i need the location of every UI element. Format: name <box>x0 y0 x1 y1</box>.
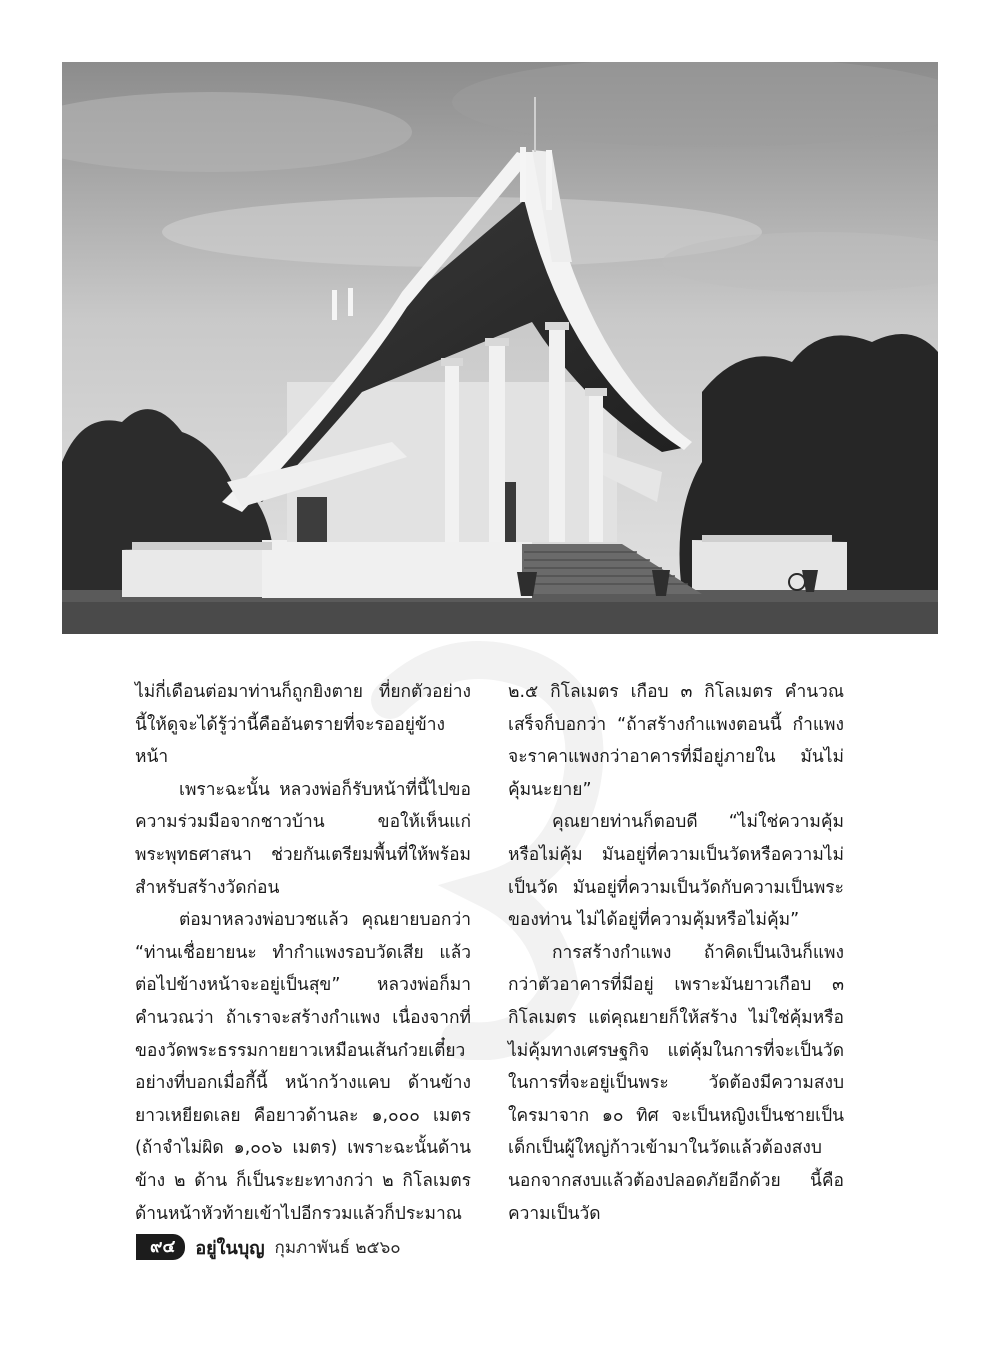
page-number: ๙๔ <box>136 1234 185 1260</box>
article-paragraph: ๒.๕ กิโลเมตร เกือบ ๓ กิโลเมตร คำนวณเสร็จก็บอกว่า “ถ้าสร้างกำแพงตอนนี้ กำแพงจะราคาแพงกว่าอาคารที่มีอยู่ภายใน มันไม่คุ้มนะยาย” <box>508 682 844 800</box>
temple-photo <box>62 62 938 634</box>
article-paragraph: การสร้างกำแพง ถ้าคิดเป็นเงินก็แพงกว่าตัวอาคารที่มีอยู่ เพราะมันยาวเกือบ ๓ กิโลเมตร แต่คุณยายก็ให้สร้าง ไม่ใช่คุ้มหรือไม่คุ้มทางเศรษฐกิจ แต่คุ้มในการที่จะเป็นวัด ในการที่จะอยู่เป็นพระ วัดต้องมีความสงบ ใครมาจาก ๑๐ ทิศ จะเป็นหญิงเป็นชายเป็นเด็กเป็นผู้ใหญ่ก้าวเข้ามาในวัดแล้วต้องสงบ นอกจากสงบแล้วต้องปลอดภัยอีกด้วย นี้คือความเป็นวัด <box>508 942 844 1224</box>
article-paragraph: ไม่กี่เดือนต่อมาท่านก็ถูกยิงตาย ที่ยกตัวอย่างนี้ให้ดูจะได้รู้ว่านี้คืออันตรายที่จะรออยู่ข้างหน้า <box>135 682 471 768</box>
article-paragraph: ต่อมาหลวงพ่อบวชแล้ว คุณยายบอกว่า “ท่านเชื่อยายนะ ทำกำแพงรอบวัดเสีย แล้วต่อไปข้างหน้าจะอยู่เป็นสุข” หลวงพ่อก็มาคำนวณว่า ถ้าเราจะสร้างกำแพง เนื่องจากที่ของวัดพระธรรมกายยาวเหมือนเส้นก๋วยเตี๋ยว อย่างที่บอกเมื่อกี้นี้ หน้ากว้างแคบ ด้านข้างยาวเหยียดเลย คือยาวด้านละ ๑,๐๐๐ เมตร (ถ้าจำไม่ผิด ๑,๐๐๖ เมตร) เพราะฉะนั้นด้านข้าง ๒ ด้าน ก็เป็นระยะทางกว่า ๒ กิโลเมตร ด้านหน้าหัวท้ายเข้าไปอีกรวมแล้วก็ประมาณ <box>135 910 471 1224</box>
temple-photo-illustration <box>62 62 938 634</box>
page-footer <box>136 1234 401 1260</box>
article-paragraph: เพราะฉะนั้น หลวงพ่อก็รับหน้าที่นี้ไปขอความร่วมมือจากชาวบ้าน ขอให้เห็นแก่พระพุทธศาสนา ช่วยกันเตรียมพื้นที่ให้พร้อมสำหรับสร้างวัดก่อน <box>135 779 471 898</box>
article-paragraph: คุณยายท่านก็ตอบดี “ไม่ใช่ความคุ้มหรือไม่คุ้ม มันอยู่ที่ความเป็นวัดหรือความไม่เป็นวัด มันอยู่ที่ความเป็นวัดกับความเป็นพระของท่าน ไม่ได้อยู่ที่ความคุ้มหรือไม่คุ้ม” <box>508 812 844 931</box>
issue-date: กุมภาพันธ์ ๒๕๖๐ <box>274 1237 401 1258</box>
magazine-title: อยู่ในบุญ <box>195 1237 265 1259</box>
article-column-left <box>135 676 471 1230</box>
article-column-right <box>508 676 844 1230</box>
